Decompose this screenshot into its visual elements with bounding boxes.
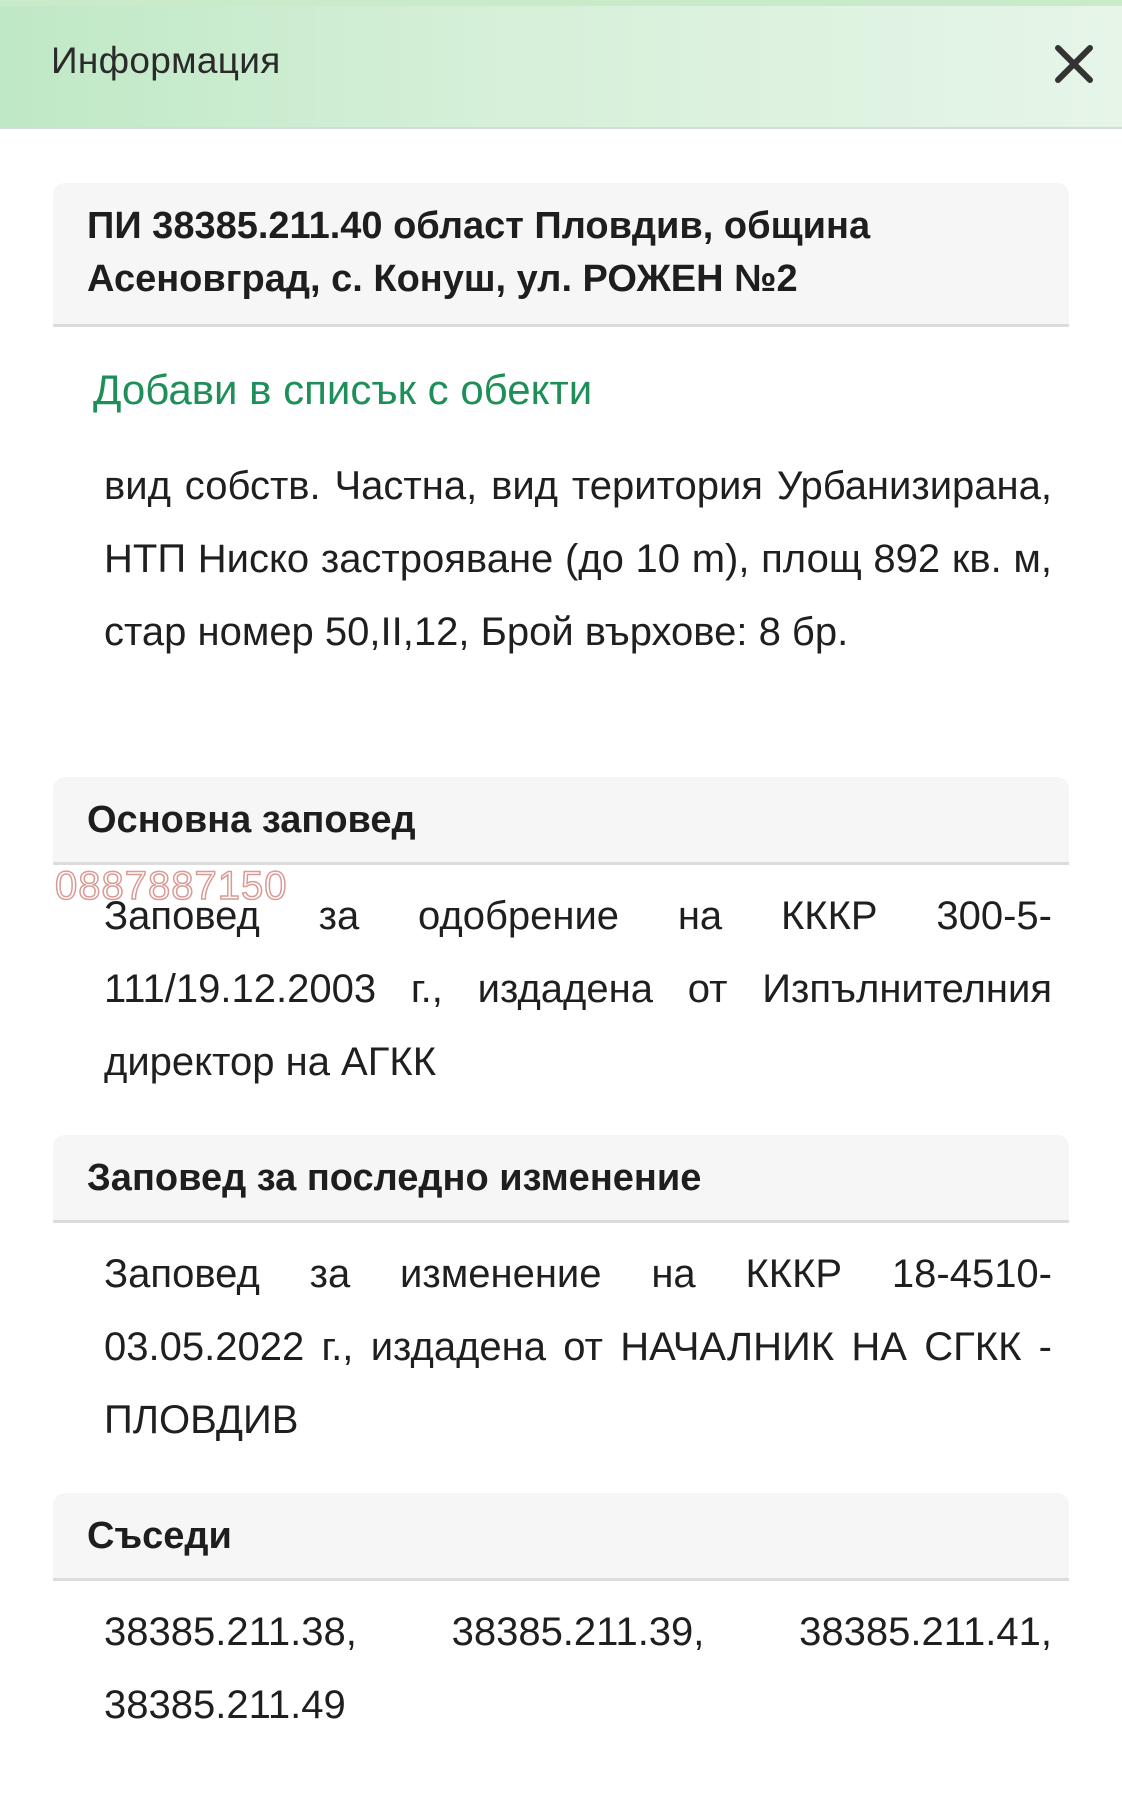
dialog-header <box>0 0 1122 129</box>
last-change-header <box>53 1135 1069 1223</box>
neighbors-heading: Съседи <box>87 1515 232 1557</box>
property-title: ПИ 38385.211.40 област Пловдив, община Асеновград, с. Конуш, ул. РОЖЕН №2 <box>87 205 871 300</box>
last-change-heading: Заповед за последно изменение <box>87 1157 702 1199</box>
top-strip <box>0 0 1122 6</box>
dialog-title: Информация <box>51 40 281 81</box>
watermark: 0887887150 <box>55 864 288 908</box>
close-icon <box>1050 40 1098 88</box>
property-info-text: вид собств. Частна, вид територия Урбанизирана, НТП Ниско застрояване (до 10 m), площ 892 кв. м, стар номер 50,II,12, Брой върхове: 8 бр. <box>104 464 1052 654</box>
close-button[interactable] <box>1050 40 1098 88</box>
main-order-header <box>53 777 1069 865</box>
property-title-section <box>53 183 1069 327</box>
neighbors-header <box>53 1493 1069 1581</box>
main-order-text: Заповед за одобрение на КККР 300-5-111/19.12.2003 г., издадена от Изпълнителния директор на АГКК <box>104 894 1052 1084</box>
main-order-heading: Основна заповед <box>87 799 416 841</box>
last-change-text: Заповед за изменение на КККР 18-4510-03.05.2022 г., издадена от НАЧАЛНИК НА СГКК - ПЛОВДИВ <box>104 1252 1052 1442</box>
add-to-list-link[interactable]: Добави в списък с обекти <box>93 366 593 413</box>
neighbors-text: 38385.211.38, 38385.211.39, 38385.211.41, 38385.211.49 <box>104 1610 1052 1727</box>
